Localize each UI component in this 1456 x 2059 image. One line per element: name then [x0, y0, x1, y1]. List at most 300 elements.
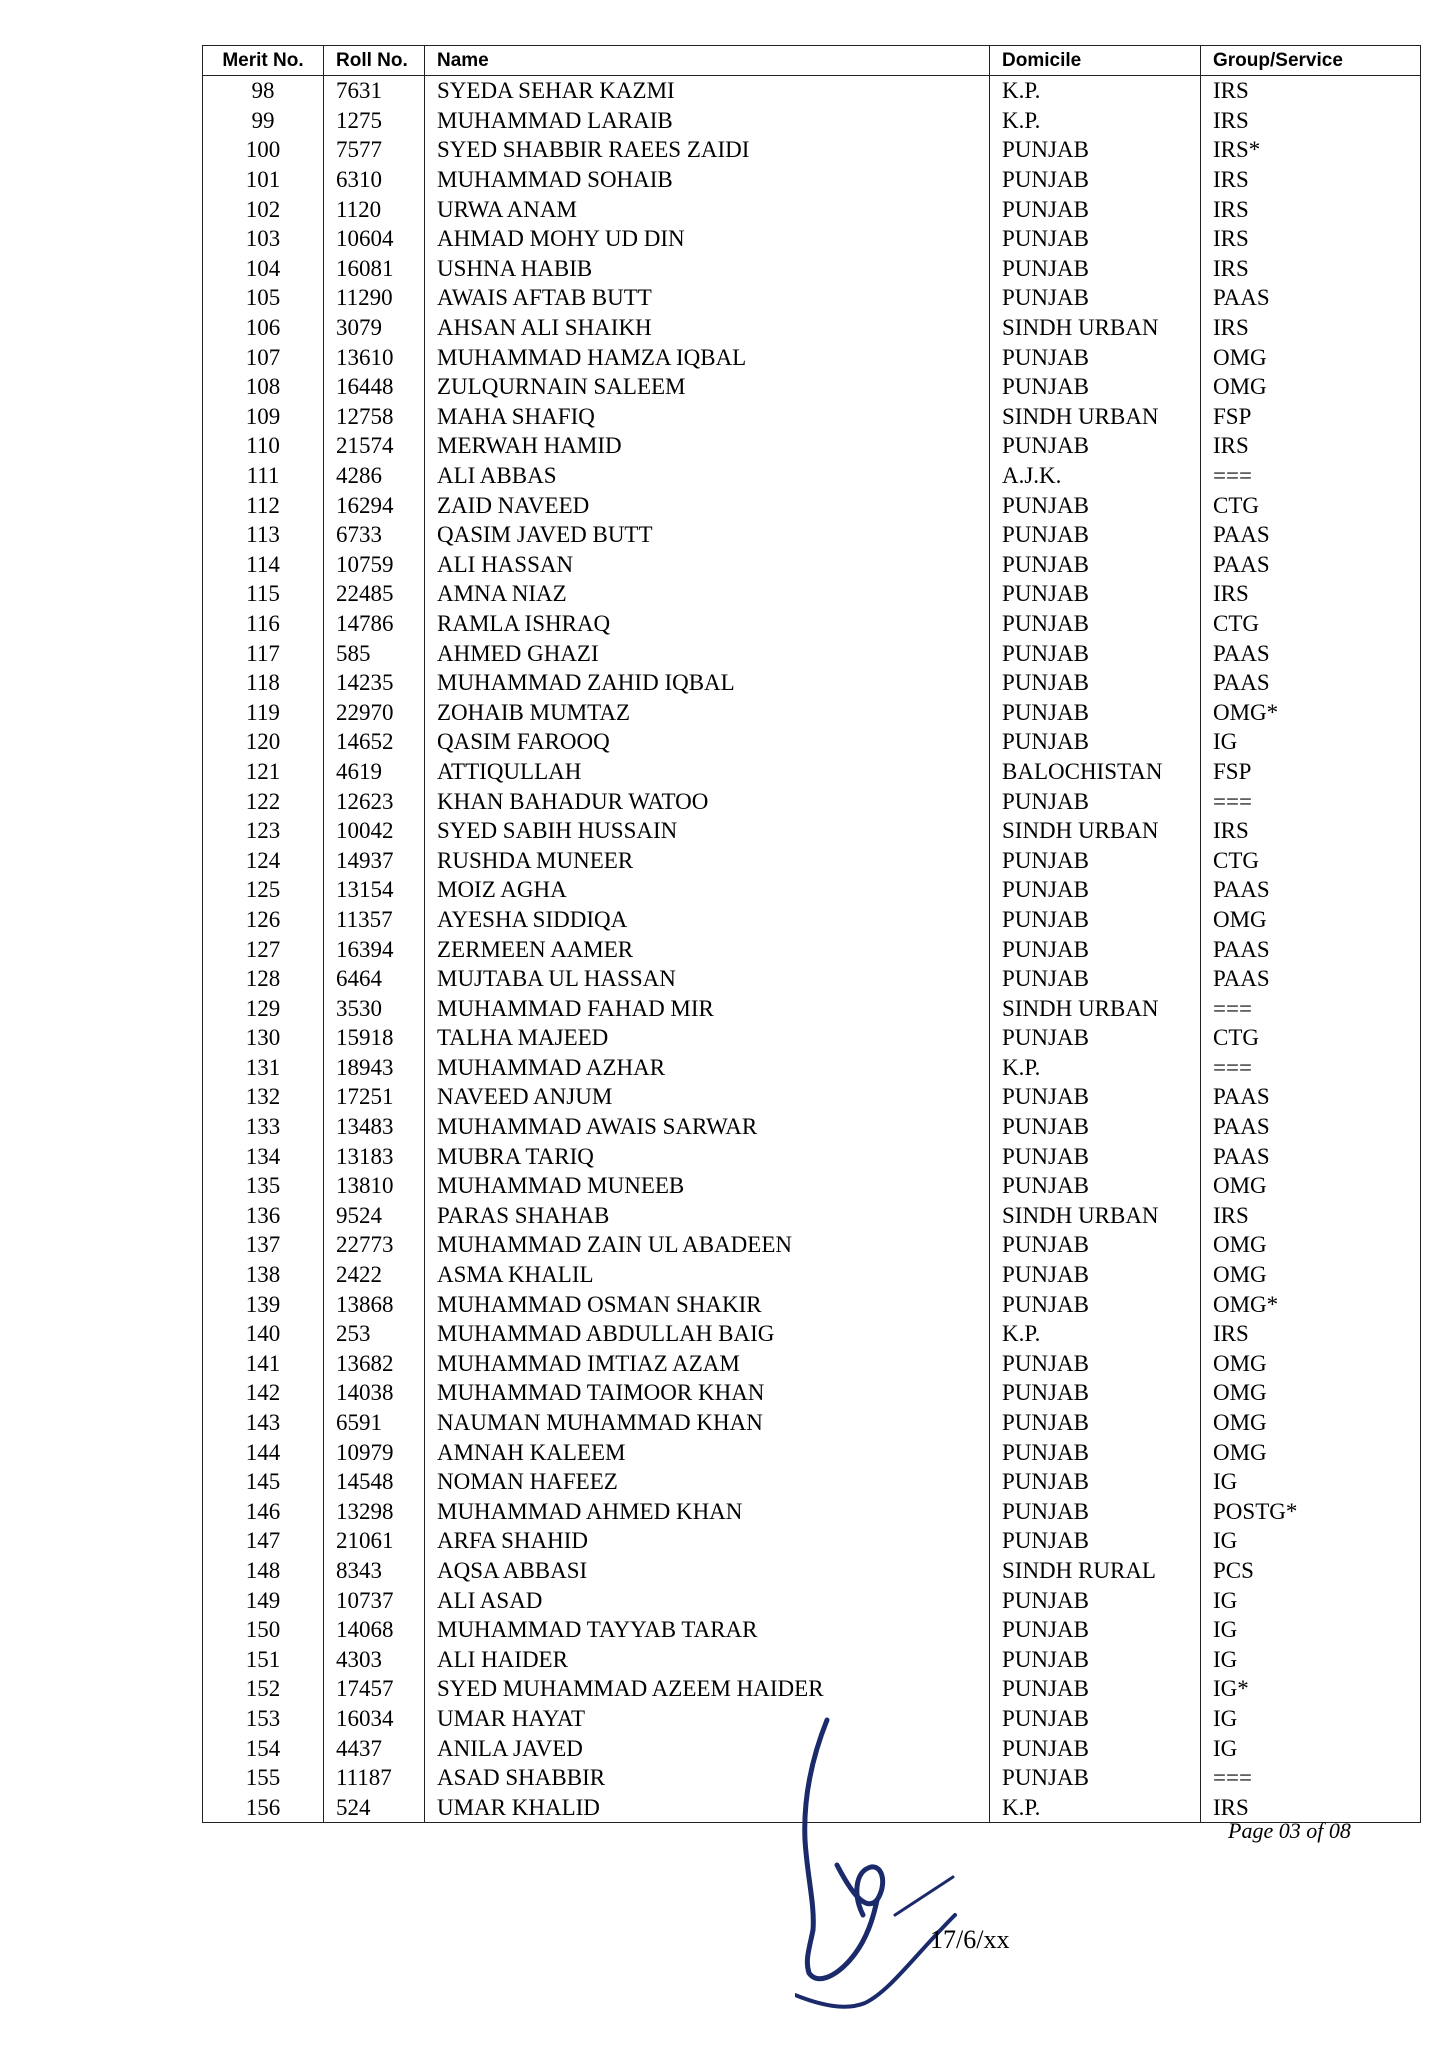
cell-domicile: BALOCHISTAN	[990, 757, 1201, 787]
table-row	[203, 313, 1421, 343]
cell-roll-no: 14652	[324, 727, 425, 757]
table-row	[203, 1112, 1421, 1142]
cell-group-service: IRS	[1201, 165, 1421, 195]
cell-merit-no: 118	[203, 668, 324, 698]
cell-roll-no: 17251	[324, 1082, 425, 1112]
cell-group-service: OMG	[1201, 1349, 1421, 1379]
cell-name: MUHAMMAD ZAHID IQBAL	[425, 668, 990, 698]
cell-domicile: PUNJAB	[990, 1260, 1201, 1290]
table-row	[203, 1053, 1421, 1083]
cell-name: ZOHAIB MUMTAZ	[425, 697, 990, 727]
cell-domicile: PUNJAB	[990, 520, 1201, 550]
cell-domicile: PUNJAB	[990, 254, 1201, 284]
cell-merit-no: 115	[203, 579, 324, 609]
cell-domicile: PUNJAB	[990, 1082, 1201, 1112]
cell-roll-no: 10042	[324, 816, 425, 846]
table-row	[203, 668, 1421, 698]
cell-domicile: SINDH URBAN	[990, 402, 1201, 432]
cell-name: QASIM FAROOQ	[425, 727, 990, 757]
cell-name: SYEDA SEHAR KAZMI	[425, 76, 990, 106]
table-row	[203, 1674, 1421, 1704]
table-row	[203, 194, 1421, 224]
cell-merit-no: 121	[203, 757, 324, 787]
cell-name: ALI ASAD	[425, 1585, 990, 1615]
merit-list-table	[202, 45, 1421, 1823]
cell-group-service: IG	[1201, 1585, 1421, 1615]
cell-roll-no: 21574	[324, 431, 425, 461]
cell-merit-no: 111	[203, 461, 324, 491]
cell-group-service: PAAS	[1201, 1082, 1421, 1112]
cell-merit-no: 105	[203, 283, 324, 313]
cell-merit-no: 150	[203, 1615, 324, 1645]
cell-merit-no: 149	[203, 1585, 324, 1615]
table-row	[203, 1467, 1421, 1497]
cell-merit-no: 133	[203, 1112, 324, 1142]
cell-roll-no: 14038	[324, 1378, 425, 1408]
table-row	[203, 1349, 1421, 1379]
cell-name: ZULQURNAIN SALEEM	[425, 372, 990, 402]
cell-domicile: PUNJAB	[990, 165, 1201, 195]
table-row	[203, 1230, 1421, 1260]
cell-name: ASAD SHABBIR	[425, 1763, 990, 1793]
cell-roll-no: 10604	[324, 224, 425, 254]
cell-domicile: PUNJAB	[990, 845, 1201, 875]
cell-domicile: K.P.	[990, 76, 1201, 106]
cell-merit-no: 125	[203, 875, 324, 905]
cell-roll-no: 15918	[324, 1023, 425, 1053]
cell-roll-no: 524	[324, 1792, 425, 1822]
cell-name: MUBRA TARIQ	[425, 1141, 990, 1171]
cell-group-service: IG	[1201, 1644, 1421, 1674]
cell-merit-no: 98	[203, 76, 324, 106]
cell-group-service: IG	[1201, 1704, 1421, 1734]
table-row	[203, 550, 1421, 580]
table-row	[203, 76, 1421, 106]
header-merit-no: Merit No.	[203, 46, 324, 76]
cell-roll-no: 11357	[324, 905, 425, 935]
cell-merit-no: 112	[203, 490, 324, 520]
cell-roll-no: 22970	[324, 697, 425, 727]
cell-group-service: CTG	[1201, 609, 1421, 639]
cell-merit-no: 117	[203, 638, 324, 668]
cell-group-service: OMG	[1201, 905, 1421, 935]
cell-group-service: IRS*	[1201, 135, 1421, 165]
cell-group-service: OMG	[1201, 1230, 1421, 1260]
cell-merit-no: 110	[203, 431, 324, 461]
cell-domicile: PUNJAB	[990, 668, 1201, 698]
header-domicile: Domicile	[990, 46, 1201, 76]
cell-group-service: IRS	[1201, 1792, 1421, 1822]
cell-group-service: OMG*	[1201, 1289, 1421, 1319]
cell-group-service: ===	[1201, 1053, 1421, 1083]
cell-name: AQSA ABBASI	[425, 1556, 990, 1586]
cell-domicile: PUNJAB	[990, 638, 1201, 668]
cell-merit-no: 136	[203, 1201, 324, 1231]
cell-roll-no: 14235	[324, 668, 425, 698]
cell-domicile: PUNJAB	[990, 609, 1201, 639]
cell-domicile: K.P.	[990, 1053, 1201, 1083]
cell-group-service: IRS	[1201, 1319, 1421, 1349]
cell-name: NAVEED ANJUM	[425, 1082, 990, 1112]
cell-name: AHMAD MOHY UD DIN	[425, 224, 990, 254]
cell-roll-no: 12758	[324, 402, 425, 432]
cell-group-service: CTG	[1201, 1023, 1421, 1053]
cell-group-service: IRS	[1201, 313, 1421, 343]
cell-merit-no: 101	[203, 165, 324, 195]
cell-merit-no: 116	[203, 609, 324, 639]
header-row	[203, 46, 1421, 76]
cell-roll-no: 11187	[324, 1763, 425, 1793]
cell-roll-no: 13154	[324, 875, 425, 905]
cell-merit-no: 153	[203, 1704, 324, 1734]
cell-group-service: IG*	[1201, 1674, 1421, 1704]
cell-merit-no: 128	[203, 964, 324, 994]
table-row	[203, 254, 1421, 284]
cell-merit-no: 140	[203, 1319, 324, 1349]
cell-group-service: PCS	[1201, 1556, 1421, 1586]
cell-roll-no: 6591	[324, 1408, 425, 1438]
cell-domicile: PUNJAB	[990, 727, 1201, 757]
cell-domicile: PUNJAB	[990, 1230, 1201, 1260]
table-row	[203, 786, 1421, 816]
cell-roll-no: 14937	[324, 845, 425, 875]
cell-merit-no: 151	[203, 1644, 324, 1674]
cell-roll-no: 7631	[324, 76, 425, 106]
cell-merit-no: 137	[203, 1230, 324, 1260]
table-row	[203, 1585, 1421, 1615]
cell-domicile: PUNJAB	[990, 697, 1201, 727]
cell-domicile: PUNJAB	[990, 1497, 1201, 1527]
cell-name: RUSHDA MUNEER	[425, 845, 990, 875]
table-row	[203, 135, 1421, 165]
cell-name: PARAS SHAHAB	[425, 1201, 990, 1231]
cell-roll-no: 8343	[324, 1556, 425, 1586]
cell-domicile: PUNJAB	[990, 1171, 1201, 1201]
cell-roll-no: 4286	[324, 461, 425, 491]
cell-domicile: PUNJAB	[990, 194, 1201, 224]
cell-roll-no: 13682	[324, 1349, 425, 1379]
cell-name: MUHAMMAD AZHAR	[425, 1053, 990, 1083]
cell-name: MUHAMMAD FAHAD MIR	[425, 993, 990, 1023]
cell-merit-no: 106	[203, 313, 324, 343]
cell-roll-no: 16394	[324, 934, 425, 964]
table-row	[203, 1378, 1421, 1408]
cell-group-service: IG	[1201, 1733, 1421, 1763]
cell-domicile: SINDH URBAN	[990, 816, 1201, 846]
cell-roll-no: 4437	[324, 1733, 425, 1763]
table-row	[203, 638, 1421, 668]
cell-domicile: PUNJAB	[990, 283, 1201, 313]
table-row	[203, 461, 1421, 491]
table-row	[203, 934, 1421, 964]
table-row	[203, 1408, 1421, 1438]
cell-merit-no: 126	[203, 905, 324, 935]
cell-name: MUHAMMAD AHMED KHAN	[425, 1497, 990, 1527]
cell-name: USHNA HABIB	[425, 254, 990, 284]
cell-merit-no: 99	[203, 106, 324, 136]
cell-merit-no: 123	[203, 816, 324, 846]
cell-group-service: ===	[1201, 461, 1421, 491]
cell-name: MUHAMMAD OSMAN SHAKIR	[425, 1289, 990, 1319]
cell-merit-no: 146	[203, 1497, 324, 1527]
cell-domicile: PUNJAB	[990, 1349, 1201, 1379]
cell-group-service: IRS	[1201, 579, 1421, 609]
cell-merit-no: 119	[203, 697, 324, 727]
table-row	[203, 1526, 1421, 1556]
cell-domicile: PUNJAB	[990, 786, 1201, 816]
signature-mark	[795, 1715, 975, 2015]
cell-roll-no: 22773	[324, 1230, 425, 1260]
table-row	[203, 816, 1421, 846]
cell-domicile: PUNJAB	[990, 1112, 1201, 1142]
table-row	[203, 757, 1421, 787]
table-row	[203, 845, 1421, 875]
cell-name: MUHAMMAD MUNEEB	[425, 1171, 990, 1201]
cell-merit-no: 120	[203, 727, 324, 757]
cell-domicile: PUNJAB	[990, 550, 1201, 580]
cell-roll-no: 13610	[324, 342, 425, 372]
table-row	[203, 106, 1421, 136]
cell-roll-no: 3530	[324, 993, 425, 1023]
cell-domicile: SINDH RURAL	[990, 1556, 1201, 1586]
header-group-service: Group/Service	[1201, 46, 1421, 76]
cell-merit-no: 129	[203, 993, 324, 1023]
cell-domicile: K.P.	[990, 106, 1201, 136]
cell-roll-no: 12623	[324, 786, 425, 816]
table-row	[203, 165, 1421, 195]
cell-name: MUHAMMAD TAYYAB TARAR	[425, 1615, 990, 1645]
table-body	[203, 76, 1421, 1823]
cell-name: AYESHA SIDDIQA	[425, 905, 990, 935]
cell-merit-no: 144	[203, 1437, 324, 1467]
cell-domicile: PUNJAB	[990, 431, 1201, 461]
table-row	[203, 1289, 1421, 1319]
cell-domicile: PUNJAB	[990, 1704, 1201, 1734]
cell-domicile: PUNJAB	[990, 342, 1201, 372]
cell-domicile: PUNJAB	[990, 135, 1201, 165]
cell-group-service: PAAS	[1201, 520, 1421, 550]
cell-merit-no: 109	[203, 402, 324, 432]
cell-merit-no: 114	[203, 550, 324, 580]
cell-merit-no: 131	[203, 1053, 324, 1083]
cell-domicile: SINDH URBAN	[990, 313, 1201, 343]
cell-merit-no: 124	[203, 845, 324, 875]
cell-merit-no: 107	[203, 342, 324, 372]
cell-name: MUHAMMAD ABDULLAH BAIG	[425, 1319, 990, 1349]
table-row	[203, 283, 1421, 313]
cell-merit-no: 122	[203, 786, 324, 816]
cell-merit-no: 113	[203, 520, 324, 550]
cell-merit-no: 145	[203, 1467, 324, 1497]
cell-roll-no: 3079	[324, 313, 425, 343]
cell-merit-no: 154	[203, 1733, 324, 1763]
cell-roll-no: 16448	[324, 372, 425, 402]
cell-name: MUHAMMAD TAIMOOR KHAN	[425, 1378, 990, 1408]
cell-roll-no: 16294	[324, 490, 425, 520]
cell-merit-no: 156	[203, 1792, 324, 1822]
cell-name: URWA ANAM	[425, 194, 990, 224]
page-number: Page 03 of 08	[1228, 1818, 1351, 1843]
table-row	[203, 993, 1421, 1023]
cell-name: QASIM JAVED BUTT	[425, 520, 990, 550]
cell-group-service: PAAS	[1201, 638, 1421, 668]
cell-name: UMAR KHALID	[425, 1792, 990, 1822]
table-row	[203, 1141, 1421, 1171]
cell-name: AMNA NIAZ	[425, 579, 990, 609]
cell-roll-no: 6464	[324, 964, 425, 994]
cell-name: MERWAH HAMID	[425, 431, 990, 461]
cell-domicile: PUNJAB	[990, 1467, 1201, 1497]
cell-group-service: IG	[1201, 1615, 1421, 1645]
cell-group-service: OMG	[1201, 1378, 1421, 1408]
table-row	[203, 1171, 1421, 1201]
cell-roll-no: 7577	[324, 135, 425, 165]
cell-name: MUHAMMAD IMTIAZ AZAM	[425, 1349, 990, 1379]
cell-name: ASMA KHALIL	[425, 1260, 990, 1290]
cell-merit-no: 155	[203, 1763, 324, 1793]
cell-group-service: OMG	[1201, 1260, 1421, 1290]
cell-name: ALI ABBAS	[425, 461, 990, 491]
cell-group-service: IRS	[1201, 194, 1421, 224]
cell-name: NAUMAN MUHAMMAD KHAN	[425, 1408, 990, 1438]
cell-group-service: IG	[1201, 727, 1421, 757]
cell-merit-no: 108	[203, 372, 324, 402]
cell-name: ARFA SHAHID	[425, 1526, 990, 1556]
table-row	[203, 609, 1421, 639]
cell-domicile: PUNJAB	[990, 1644, 1201, 1674]
cell-name: AMNAH KALEEM	[425, 1437, 990, 1467]
cell-group-service: IG	[1201, 1467, 1421, 1497]
cell-roll-no: 4619	[324, 757, 425, 787]
cell-group-service: OMG	[1201, 1171, 1421, 1201]
cell-group-service: ===	[1201, 993, 1421, 1023]
cell-merit-no: 147	[203, 1526, 324, 1556]
cell-name: MUHAMMAD AWAIS SARWAR	[425, 1112, 990, 1142]
cell-group-service: IRS	[1201, 224, 1421, 254]
table-row	[203, 372, 1421, 402]
cell-roll-no: 1275	[324, 106, 425, 136]
cell-group-service: PAAS	[1201, 1141, 1421, 1171]
table-row	[203, 1260, 1421, 1290]
cell-domicile: K.P.	[990, 1319, 1201, 1349]
cell-name: ANILA JAVED	[425, 1733, 990, 1763]
cell-group-service: CTG	[1201, 845, 1421, 875]
header-roll-no: Roll No.	[324, 46, 425, 76]
cell-merit-no: 138	[203, 1260, 324, 1290]
table-row	[203, 1201, 1421, 1231]
cell-domicile: PUNJAB	[990, 1289, 1201, 1319]
cell-name: KHAN BAHADUR WATOO	[425, 786, 990, 816]
cell-group-service: PAAS	[1201, 668, 1421, 698]
table-row	[203, 1319, 1421, 1349]
cell-group-service: ===	[1201, 786, 1421, 816]
cell-group-service: PAAS	[1201, 283, 1421, 313]
cell-domicile: PUNJAB	[990, 1141, 1201, 1171]
cell-group-service: PAAS	[1201, 1112, 1421, 1142]
cell-name: SYED SABIH HUSSAIN	[425, 816, 990, 846]
cell-name: AHMED GHAZI	[425, 638, 990, 668]
cell-group-service: OMG	[1201, 372, 1421, 402]
table-row	[203, 579, 1421, 609]
cell-name: ZERMEEN AAMER	[425, 934, 990, 964]
table-row	[203, 727, 1421, 757]
table-row	[203, 431, 1421, 461]
cell-group-service: PAAS	[1201, 934, 1421, 964]
cell-domicile: PUNJAB	[990, 224, 1201, 254]
cell-merit-no: 148	[203, 1556, 324, 1586]
cell-group-service: PAAS	[1201, 550, 1421, 580]
cell-group-service: CTG	[1201, 490, 1421, 520]
cell-group-service: IG	[1201, 1526, 1421, 1556]
cell-merit-no: 152	[203, 1674, 324, 1704]
table-row	[203, 402, 1421, 432]
cell-name: AHSAN ALI SHAIKH	[425, 313, 990, 343]
cell-group-service: OMG*	[1201, 697, 1421, 727]
cell-roll-no: 14068	[324, 1615, 425, 1645]
cell-domicile: PUNJAB	[990, 1023, 1201, 1053]
table-row	[203, 964, 1421, 994]
cell-name: MAHA SHAFIQ	[425, 402, 990, 432]
cell-roll-no: 253	[324, 1319, 425, 1349]
cell-group-service: FSP	[1201, 757, 1421, 787]
cell-merit-no: 132	[203, 1082, 324, 1112]
cell-roll-no: 11290	[324, 283, 425, 313]
cell-domicile: PUNJAB	[990, 934, 1201, 964]
cell-roll-no: 18943	[324, 1053, 425, 1083]
cell-name: TALHA MAJEED	[425, 1023, 990, 1053]
table-row	[203, 875, 1421, 905]
cell-group-service: IRS	[1201, 106, 1421, 136]
cell-domicile: PUNJAB	[990, 905, 1201, 935]
cell-group-service: ===	[1201, 1763, 1421, 1793]
table-header	[203, 46, 1421, 76]
cell-name: UMAR HAYAT	[425, 1704, 990, 1734]
cell-merit-no: 103	[203, 224, 324, 254]
cell-roll-no: 22485	[324, 579, 425, 609]
cell-domicile: PUNJAB	[990, 964, 1201, 994]
cell-roll-no: 10759	[324, 550, 425, 580]
cell-roll-no: 9524	[324, 1201, 425, 1231]
cell-name: SYED MUHAMMAD AZEEM HAIDER	[425, 1674, 990, 1704]
cell-name: SYED SHABBIR RAEES ZAIDI	[425, 135, 990, 165]
cell-name: NOMAN HAFEEZ	[425, 1467, 990, 1497]
cell-domicile: PUNJAB	[990, 1437, 1201, 1467]
cell-merit-no: 135	[203, 1171, 324, 1201]
cell-roll-no: 10737	[324, 1585, 425, 1615]
header-name: Name	[425, 46, 990, 76]
cell-roll-no: 14548	[324, 1467, 425, 1497]
cell-roll-no: 13868	[324, 1289, 425, 1319]
cell-merit-no: 142	[203, 1378, 324, 1408]
cell-merit-no: 134	[203, 1141, 324, 1171]
cell-domicile: PUNJAB	[990, 1526, 1201, 1556]
cell-roll-no: 13483	[324, 1112, 425, 1142]
table-row	[203, 224, 1421, 254]
cell-group-service: FSP	[1201, 402, 1421, 432]
cell-roll-no: 17457	[324, 1674, 425, 1704]
cell-group-service: IRS	[1201, 816, 1421, 846]
table-row	[203, 1437, 1421, 1467]
cell-domicile: A.J.K.	[990, 461, 1201, 491]
cell-roll-no: 13810	[324, 1171, 425, 1201]
cell-domicile: PUNJAB	[990, 1674, 1201, 1704]
cell-domicile: PUNJAB	[990, 1408, 1201, 1438]
cell-roll-no: 4303	[324, 1644, 425, 1674]
table-row	[203, 905, 1421, 935]
table-row	[203, 1082, 1421, 1112]
cell-name: MUHAMMAD SOHAIB	[425, 165, 990, 195]
cell-merit-no: 127	[203, 934, 324, 964]
